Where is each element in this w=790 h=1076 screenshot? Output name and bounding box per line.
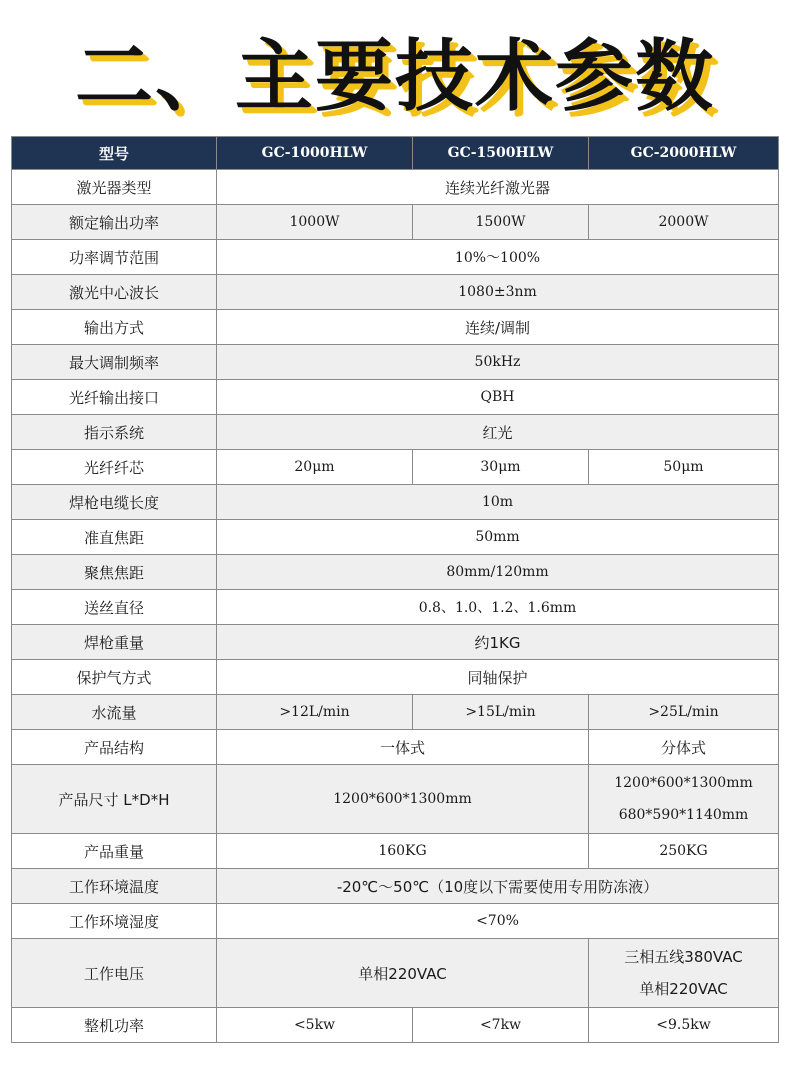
row-value: 约1KG [217,625,779,660]
row-value: <9.5kw [589,1008,779,1043]
row-value: >12L/min [217,695,413,730]
row-value: 分体式 [589,730,779,765]
table-row [12,450,779,485]
row-value: 50kHz [217,345,779,380]
row-value-line: 680*590*1140mm [618,807,749,823]
row-value: QBH [217,380,779,415]
table-row [12,625,779,660]
row-value: 50μm [589,450,779,485]
table-row [12,380,779,415]
row-value: 80mm/120mm [217,555,779,590]
row-value: 连续/调制 [217,310,779,345]
row-value: 20μm [217,450,413,485]
row-value [589,765,779,834]
table-row [12,240,779,275]
row-value: >25L/min [589,695,779,730]
table-row [12,310,779,345]
table-row [12,939,779,1008]
row-value: 红光 [217,415,779,450]
table-row [12,590,779,625]
table-row [12,869,779,904]
row-label: 最大调制频率 [12,345,217,380]
page-title: 二、主要技术参数 [74,32,715,122]
model-2: GC-1500HLW [413,137,589,170]
row-value: >15L/min [413,695,589,730]
model-1: GC-1000HLW [217,137,413,170]
row-value: 250KG [589,834,779,869]
row-label: 送丝直径 [12,590,217,625]
row-value: 同轴保护 [217,660,779,695]
row-label: 水流量 [12,695,217,730]
table-row [12,904,779,939]
row-label: 产品结构 [12,730,217,765]
row-label: 准直焦距 [12,520,217,555]
row-value: -20℃～50℃（10度以下需要使用专用防冻液） [217,869,779,904]
row-value: 一体式 [217,730,589,765]
row-label: 整机功率 [12,1008,217,1043]
row-value: 0.8、1.0、1.2、1.6mm [217,590,779,625]
table-row [12,205,779,240]
row-label: 输出方式 [12,310,217,345]
table-row [12,1008,779,1043]
table-row [12,660,779,695]
table-row [12,415,779,450]
table-row [12,345,779,380]
table-row [12,730,779,765]
row-label: 指示系统 [12,415,217,450]
spec-table [11,136,779,1043]
row-value: 160KG [217,834,589,869]
row-value: <5kw [217,1008,413,1043]
row-label: 焊枪电缆长度 [12,485,217,520]
row-value-line: 三相五线380VAC [624,948,743,966]
row-value: 单相220VAC [217,939,589,1008]
row-value: 10m [217,485,779,520]
row-value: 1500W [413,205,589,240]
table-row [12,695,779,730]
row-label: 产品重量 [12,834,217,869]
row-value [589,939,779,1008]
header-label: 型号 [12,137,217,170]
row-label: 产品尺寸 L*D*H [12,765,217,834]
row-label: 工作环境湿度 [12,904,217,939]
table-row [12,485,779,520]
row-label: 焊枪重量 [12,625,217,660]
row-value: 2000W [589,205,779,240]
row-label: 聚焦焦距 [12,555,217,590]
row-value: 1080±3nm [217,275,779,310]
table-row [12,555,779,590]
row-label: 额定输出功率 [12,205,217,240]
row-label: 光纤输出接口 [12,380,217,415]
row-value: <70% [217,904,779,939]
table-row [12,520,779,555]
row-value: 30μm [413,450,589,485]
row-label: 保护气方式 [12,660,217,695]
table-row [12,834,779,869]
row-label: 工作环境温度 [12,869,217,904]
row-value: 50mm [217,520,779,555]
row-label: 激光中心波长 [12,275,217,310]
row-label: 激光器类型 [12,170,217,205]
table-row [12,765,779,834]
table-row [12,275,779,310]
model-3: GC-2000HLW [589,137,779,170]
row-value: 1200*600*1300mm [217,765,589,834]
row-value-line: 单相220VAC [639,980,728,998]
header-row [12,137,779,170]
row-label: 功率调节范围 [12,240,217,275]
row-value: <7kw [413,1008,589,1043]
row-value: 1000W [217,205,413,240]
row-label: 工作电压 [12,939,217,1008]
table-row [12,170,779,205]
row-value-line: 1200*600*1300mm [614,775,753,791]
row-value: 连续光纤激光器 [217,170,779,205]
row-value: 10%～100% [217,240,779,275]
row-label: 光纤纤芯 [12,450,217,485]
